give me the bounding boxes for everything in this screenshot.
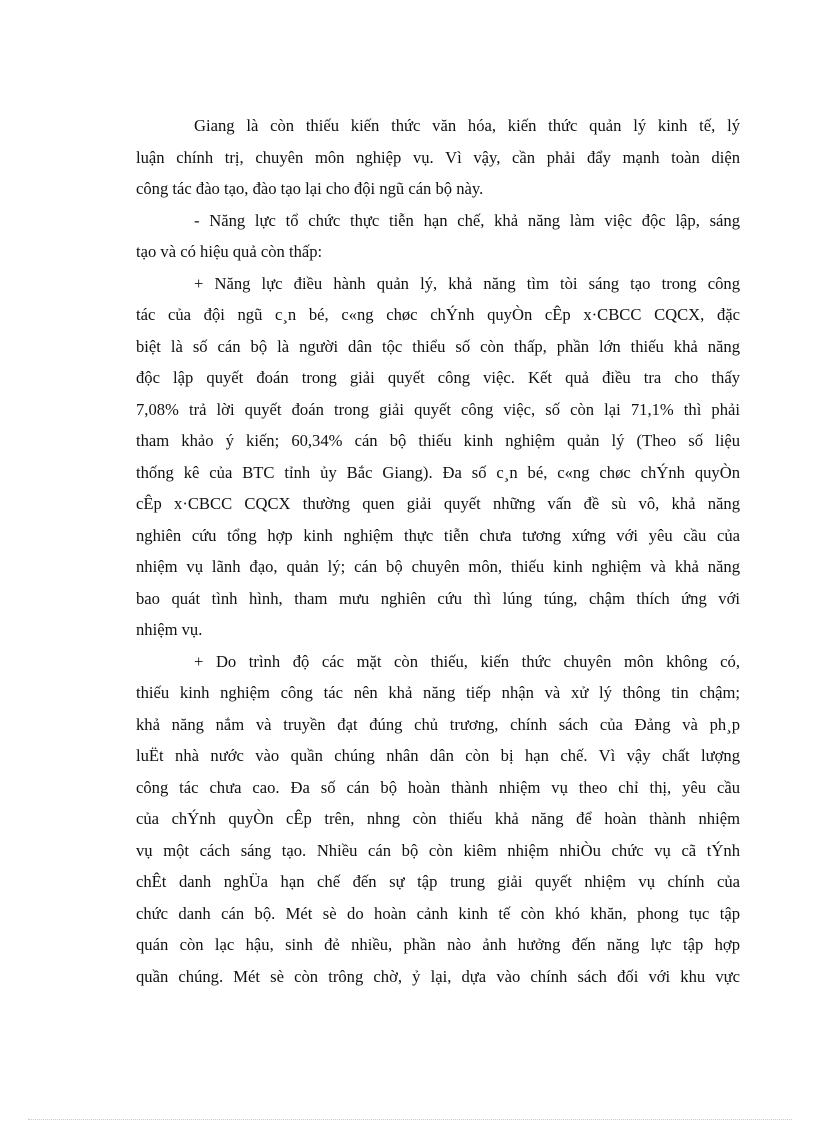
text-line: công tác đào tạo, đào tạo lại cho đội ngũ cán bộ này. [136, 179, 484, 198]
text-line: tác của đội ngũ c¸n bé, c«ng chøc chÝnh quyÒn cÊp x·CBCC CQCX, đặc [136, 305, 740, 324]
text-line: luận chính trị, chuyên môn nghiệp vụ. Vì vậy, cần phải đẩy mạnh toàn diện [136, 147, 740, 167]
text-line: + Năng lực điều hành quản lý, khả năng tìm tòi sáng tạo trong công [194, 273, 740, 293]
text-line: tham khảo ý kiến; 60,34% cán bộ thiếu kinh nghiệm quản lý (Theo số liệu [136, 431, 740, 450]
text-line: biệt là số cán bộ là người dân tộc thiểu số còn thấp, phần lớn thiếu khả năng [136, 336, 740, 356]
text-line: quần chúng. Mét sè còn trông chờ, ỷ lại, dựa vào chính sách đối với khu vực [136, 966, 740, 986]
text-line: thống kê của BTC tỉnh ủy Bắc Giang). Đa số c¸n bé, c«ng chøc chÝnh quyÒn [136, 462, 740, 482]
text-line: chÊt danh nghÜa hạn chế đến sự tập trung giải quyết nhiệm vụ chính của [136, 872, 740, 891]
text-line: 7,08% trả lời quyết đoán trong giải quyết công việc, số còn lại 71,1% thì phải [136, 399, 740, 419]
text-line: tạo và có hiệu quả còn thấp: [136, 242, 323, 261]
text-line: chức danh cán bộ. Mét sè do hoàn cảnh kinh tế còn khó khăn, phong tục tập [136, 903, 740, 923]
text-line: công tác chưa cao. Đa số cán bộ hoàn thành nhiệm vụ theo chỉ thị, yêu cầu [136, 777, 740, 797]
text-line: bao quát tình hình, tham mưu nghiên cứu thì lúng túng, chậm thích ứng với [136, 588, 740, 608]
text-line: nhiệm vụ. [136, 620, 203, 639]
text-line: thiếu kinh nghiệm công tác nên khả năng tiếp nhận và xử lý thông tin chậm; [136, 683, 740, 702]
text-line: vụ một cách sáng tạo. Nhiều cán bộ còn kiêm nhiệm nhiÒu chức vụ cã tÝnh [136, 840, 740, 860]
text-line: của chÝnh quyÒn cÊp trên, nhng còn thiếu khả năng để hoàn thành nhiệm [136, 809, 740, 828]
text-line: + Do trình độ các mặt còn thiếu, kiến thức chuyên môn không có, [194, 651, 740, 671]
text-line: cÊp x·CBCC CQCX thường quen giải quyết những vấn đề sù vô, khả năng [136, 494, 740, 513]
text-line: độc lập quyết đoán trong giải quyết công việc. Kết quả điều tra cho thấy [136, 368, 740, 387]
text-line: luËt nhà nước vào quần chúng nhân dân còn bị hạn chế. Vì vậy chất lượng [136, 746, 740, 765]
text-line: nghiên cứu tổng hợp kinh nghiệm thực tiễn chưa tương xứng với yêu cầu của [136, 525, 740, 545]
page-bottom-rule [28, 1119, 792, 1120]
text-line: - Năng lực tổ chức thực tiễn hạn chế, khả năng làm việc độc lập, sáng [194, 210, 740, 230]
text-line: khả năng nắm và truyền đạt đúng chủ trương, chính sách của Đảng và ph¸p [136, 714, 740, 734]
text-line: Giang là còn thiếu kiến thức văn hóa, kiến thức quản lý kinh tế, lý [194, 116, 740, 135]
text-line: nhiệm vụ lãnh đạo, quản lý; cán bộ chuyên môn, thiếu kinh nghiệm và khả năng [136, 557, 740, 576]
body-text [136, 110, 740, 992]
text-line: quán còn lạc hậu, sinh đẻ nhiều, phần nào ảnh hưởng đến năng lực tập hợp [136, 935, 740, 954]
